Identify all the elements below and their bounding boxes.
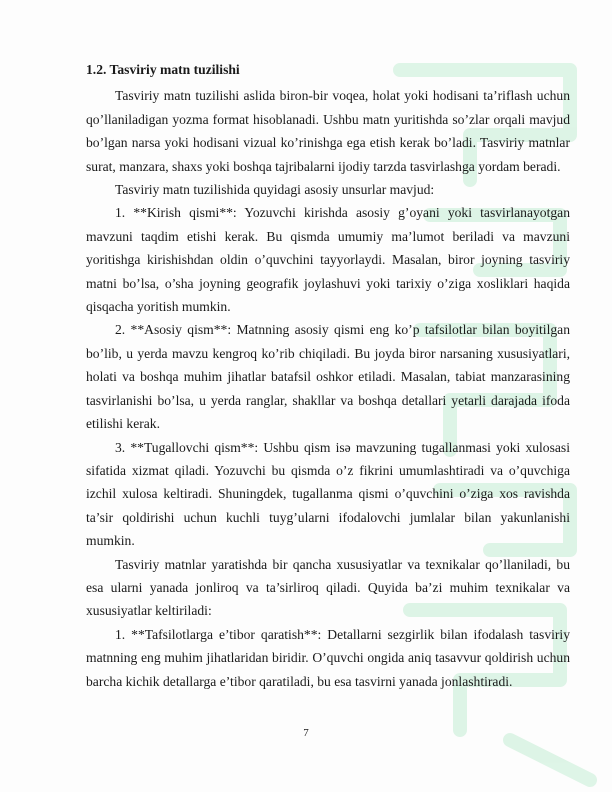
- paragraph-main-part: 2. **Asosiy qism**: Matnning asosiy qismi eng ko’p tafsilotlar bilan boyitilgan bo’lib, u yerda mavzu kengroq ko’rib chiqiladi. Bu joyda biror narsaning xususiyatlari, holati va boshqa muhim jihatlar batafsil oshkor etiladi. Masalan, tabiat manzarasining tasvirlanishi bo’lsa, u yerda ranglar, shakllar va boshqa detallari yetarli darajada ifoda etilishi kerak.: [86, 322, 570, 432]
- paragraph-technique-details: 1. **Tafsilotlarga e’tibor qaratish**: Detallarni sezgirlik bilan ifodalash tasviriy matnning eng muhim jihatlaridan biridir. O’quvchi ongida aniq tasavvur qoldirish uchun barcha kichik detallarga e’tibor qaratiladi, bu esa tasvirni yanada jonlashtiradi.: [86, 626, 570, 689]
- paragraph-intro-part: 1. **Kirish qismi**: Yozuvchi kirishda asosiy g’oyani yoki tasvirlanayotgan mavzuni taqdim etishi kerak. Bu qismda umumiy ma’lumot beriladi va mavzuni yoritishga kirishishdan oldin o’quvchini tayyorlaydi. Masalan, biror joyning tasviriy matni bo’lsa, o’sha joyning geografik joylashuvi yoki tarixiy o’ziga xosliklari haqida qisqacha yoritish mumkin.: [86, 205, 570, 315]
- paragraph-intro: Tasviriy matn tuzilishi aslida biron-bir voqea, holat yoki hodisani ta’riflash uchun qo’llaniladigan yozma format hisoblanadi. Ushbu matn yuritishda so’zlar orqali mavjud bo’lgan narsa yoki hodisani vizual ko’rinishga ega etish kerak bo’ladi. Tasviriy matnlar surat, manzara, shaxs yoki boshqa tajribalarni ijodiy tarzda tasvirlashga yordam beradi.: [86, 88, 570, 174]
- section-heading: 1.2. Tasviriy matn tuzilishi: [86, 62, 240, 77]
- paragraph-techniques-lead: Tasviriy matnlar yaratishda bir qancha xususiyatlar va texnikalar qo’llaniladi, bu esa ularni yanada jonliroq va ta’sirliroq qiladi. Quyida ba’zi muhim texnikalar va xususiyatlar keltiriladi:: [86, 556, 570, 619]
- paragraph-elements-lead: Tasviriy matn tuzilishida quyidagi asosiy unsurlar mavjud:: [115, 182, 435, 198]
- page-number: 7: [303, 727, 309, 739]
- document-body: [86, 58, 570, 693]
- paragraph-conclusion-part: 3. **Tugallovchi qism**: Ushbu qism isə mavzuning tugallanmasi yoki xulosasi sifatida xizmat qiladi. Yozuvchi bu qismda o’z fikrini umumlashtiradi va o’quvchiga izchil xulosa keltiradi. Shuningdek, tugallanma qismi o’quvchini o’ziga xos ravishda ta’sir qoldirishi uchun kuchli tuyg’ularni ifodalovchi jumlalar bilan yakunlanishi mumkin.: [86, 439, 570, 549]
